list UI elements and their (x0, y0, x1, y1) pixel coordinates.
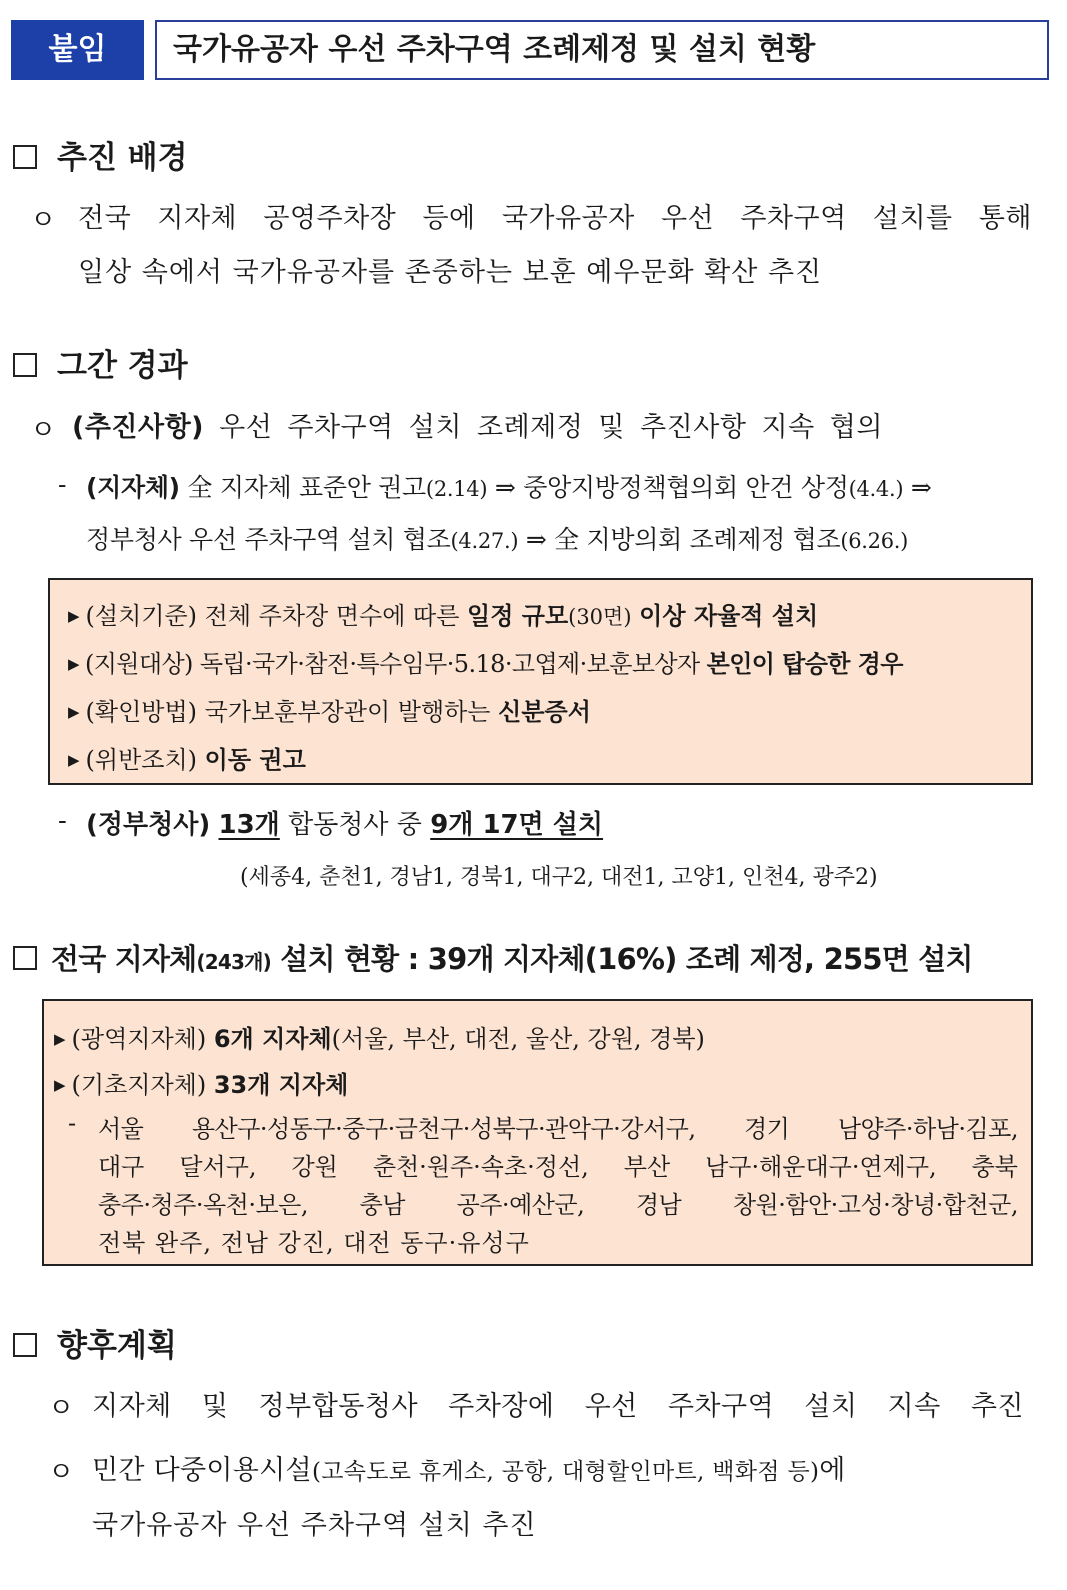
wide-gov-list: (서울, 부산, 대전, 울산, 강원, 경북) (331, 1025, 705, 1053)
criteria-row (68, 692, 591, 727)
gov-building-line (86, 804, 603, 841)
criteria-label: (확인방법) (85, 698, 198, 726)
section-title: 전국 지자체 (51, 942, 197, 976)
date-small: (2.14) (425, 477, 488, 501)
section-background (13, 132, 188, 177)
attachment-tag: 붙임 (11, 20, 144, 80)
section-future-plan (13, 1320, 177, 1365)
basic-gov-label: (기초지자체) (71, 1071, 207, 1099)
criteria-emphasis: 이동 권고 (204, 746, 306, 774)
plan-item-detail: (고속도로 휴게소, 공항, 대형할인마트, 백화점 등) (311, 1459, 820, 1485)
criteria-box (48, 578, 1033, 785)
plan-item-2 (92, 1448, 846, 1487)
basic-gov-list-line: 서울 용산구·성동구·중구·금천구·성북구·관악구·강서구, 경기 남양주·하남·김포, (98, 1115, 1018, 1143)
criteria-row (68, 644, 903, 679)
local-gov-line-1 (86, 468, 932, 504)
local-gov-line-2 (86, 520, 908, 556)
bullet-marker: ㅇ (48, 1393, 75, 1424)
criteria-label: (위반조치) (85, 746, 198, 774)
criteria-emphasis: 일정 규모 (467, 602, 569, 630)
triangle-right-icon: ▶ (68, 751, 80, 769)
gov-building-heading: (정부청사) (86, 810, 211, 840)
bullet-marker: ㅇ (30, 205, 57, 236)
gov-building-result: 9개 17면 설치 (430, 810, 604, 840)
basic-gov-list-line: 대구 달서구, 강원 춘천·원주·속초·정선, 부산 남구·해운대구·연제구, 충북 (98, 1153, 1018, 1181)
section-title: 향후계획 (57, 1328, 177, 1364)
local-gov-text: 정부청사 우선 주차구역 설치 협조 (86, 525, 451, 554)
basic-gov-row (54, 1065, 348, 1100)
plan-item-2-line-2: 국가유공자 우선 주차구역 설치 추진 (92, 1510, 537, 1541)
bullet-marker: ㅇ (48, 1457, 75, 1488)
section-title-small: (243개) (196, 950, 271, 974)
criteria-text: 독립·국가·참전·특수임무·5.18·고엽제·보훈보상자 (199, 650, 700, 678)
criteria-emphasis: 이상 자율적 설치 (639, 602, 819, 630)
background-line-2: 일상 속에서 국가유공자를 존중하는 보훈 예우문화 확산 추진 (78, 257, 823, 288)
date-small: (6.26.) (840, 529, 909, 553)
criteria-label: (지원대상) (84, 650, 193, 678)
checkbox-square-icon (13, 353, 37, 377)
gov-building-count: 13개 (218, 810, 280, 840)
triangle-right-icon: ▶ (68, 703, 80, 721)
section-title: 그간 경과 (57, 348, 188, 384)
local-gov-heading: (지자체) (86, 473, 180, 502)
date-small: (4.27.) (450, 529, 519, 553)
criteria-row (68, 740, 306, 775)
criteria-text: 전체 주차장 면수에 따른 (204, 602, 460, 630)
criteria-text: 국가보훈부장관이 발행하는 (204, 698, 491, 726)
triangle-right-icon: ▶ (54, 1076, 66, 1094)
local-gov-text: ⇒ 全 지방의회 조례제정 협조 (525, 525, 841, 554)
item-text: 우선 주차구역 설치 조례제정 및 추진사항 지속 협의 (219, 412, 883, 443)
item-heading: (추진사항) (72, 412, 205, 443)
section-title-rest: 설치 현황 : 39개 지자체(16%) 조례 제정, 255면 설치 (280, 942, 973, 976)
checkbox-square-icon (13, 1333, 37, 1357)
triangle-right-icon: ▶ (68, 607, 80, 625)
basic-gov-list-line: 충주·청주·옥천·보은, 충남 공주·예산군, 경남 창원·함안·고성·창녕·합천군, (98, 1191, 1018, 1219)
wide-gov-label: (광역지자체) (71, 1025, 207, 1053)
criteria-row (68, 596, 818, 631)
dash-marker: - (58, 470, 67, 499)
local-gov-box (42, 999, 1033, 1266)
criteria-small: (30면) (568, 605, 632, 629)
plan-item-text: 민간 다중이용시설 (92, 1455, 312, 1486)
plan-item-text: 에 (819, 1455, 846, 1486)
background-line-1: 전국 지자체 공영주차장 등에 국가유공자 우선 주차구역 설치를 통해 (78, 203, 1032, 234)
wide-gov-row (54, 1019, 705, 1054)
checkbox-square-icon (13, 145, 37, 169)
section-progress (13, 340, 188, 385)
criteria-emphasis: 신분증서 (498, 698, 591, 726)
plan-item-1: 지자체 및 정부합동청사 주차장에 우선 주차구역 설치 지속 추진 (92, 1391, 1024, 1422)
gov-building-detail: (세종4, 춘천1, 경남1, 경북1, 대구2, 대전1, 고양1, 인천4, 광주2) (240, 865, 878, 890)
dash-marker: - (58, 806, 67, 836)
basic-gov-list-line: 전북 완주, 전남 강진, 대전 동구·유성구 (98, 1229, 530, 1257)
triangle-right-icon: ▶ (54, 1030, 66, 1048)
local-gov-text: ⇒ 중앙지방정책협의회 안건 상정 (494, 473, 849, 502)
criteria-label: (설치기준) (85, 602, 198, 630)
triangle-right-icon: ▶ (68, 655, 79, 673)
local-gov-text: 全 지자체 표준안 권고 (187, 473, 426, 502)
date-small: (4.4.) (848, 477, 904, 501)
progress-item (72, 405, 1017, 444)
basic-gov-count: 33개 지자체 (213, 1071, 349, 1099)
section-nationwide (13, 937, 973, 978)
arrow-symbol: ⇒ (910, 473, 932, 502)
document-title: 국가유공자 우선 주차구역 조례제정 및 설치 현황 (155, 20, 1049, 80)
gov-building-text: 합동청사 중 (288, 810, 422, 840)
criteria-emphasis: 본인이 탑승한 경우 (706, 650, 903, 678)
dash-marker: - (68, 1109, 77, 1137)
wide-gov-count: 6개 지자체 (213, 1025, 332, 1053)
checkbox-square-icon (13, 946, 37, 970)
bullet-marker: ㅇ (30, 415, 57, 446)
section-title: 추진 배경 (57, 140, 188, 176)
